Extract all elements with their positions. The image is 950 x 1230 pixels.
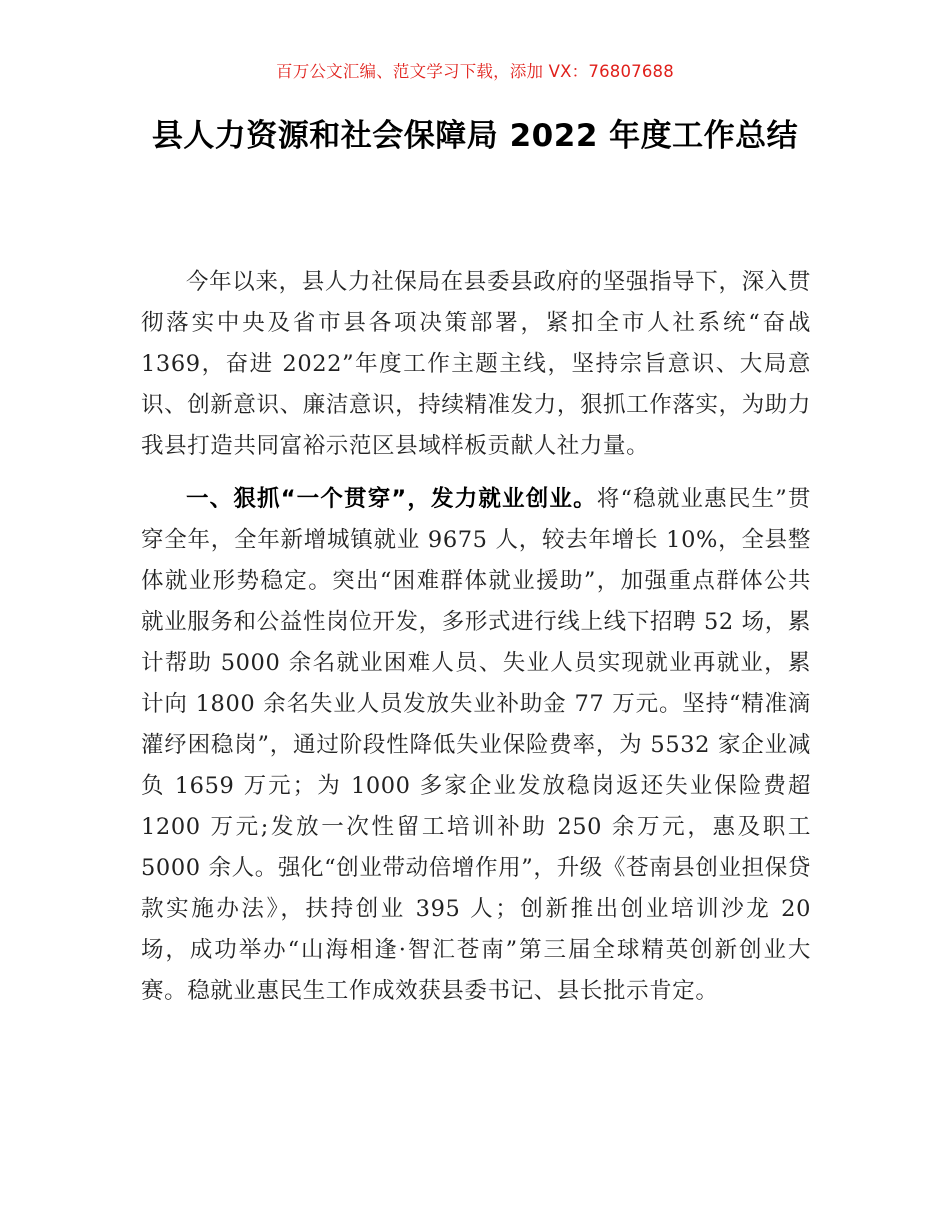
document-body bbox=[141, 262, 811, 1012]
section-1-body: 将“稳就业惠民生”贯穿全年，全年新增城镇就业 9675 人，较去年增长 10%，全县整体就业形势稳定。突出“困难群体就业援助”，加强重点群体公共就业服务和公益性岗位开发，多形式进行线上线下招聘 52 场，累计帮助 5000 余名就业困难人员、失业人员实现就业再就业，累计向 1800 余名失业人员发放失业补助金 77 万元。坚持“精准滴灌纾困稳岗”，通过阶段性降低失业保险费率，为 5532 家企业减负 1659 万元；为 1000 多家企业发放稳岗返还失业保险费超 1200 万元;发放一次性留工培训补助 250 余万元，惠及职工 5000 余人。强化“创业带动倍增作用”，升级《苍南县创业担保贷款实施办法》，扶持创业 395 人；创新推出创业培训沙龙 20 场，成功举办“山海相逢·智汇苍南”第三届全球精英创新创业大赛。稳就业惠民生工作成效获县委书记、县长批示肯定。 bbox=[141, 486, 811, 1004]
document-title: 县人力资源和社会保障局 2022 年度工作总结 bbox=[151, 118, 799, 154]
section-1-paragraph bbox=[141, 479, 811, 1012]
header-note: 百万公文汇编、范文学习下载，添加 VX：76807688 bbox=[276, 62, 674, 81]
intro-paragraph: 今年以来，县人力社保局在县委县政府的坚强指导下，深入贯彻落实中央及省市县各项决策部署，紧扣全市人社系统“奋战 1369，奋进 2022”年度工作主题主线，坚持宗旨意识、大局意识、创新意识、廉洁意识，持续精准发力，狠抓工作落实，为助力我县打造共同富裕示范区县域样板贡献人社力量。 bbox=[141, 269, 811, 459]
section-1-heading: 一、狠抓“一个贯穿”，发力就业创业。 bbox=[186, 486, 597, 512]
